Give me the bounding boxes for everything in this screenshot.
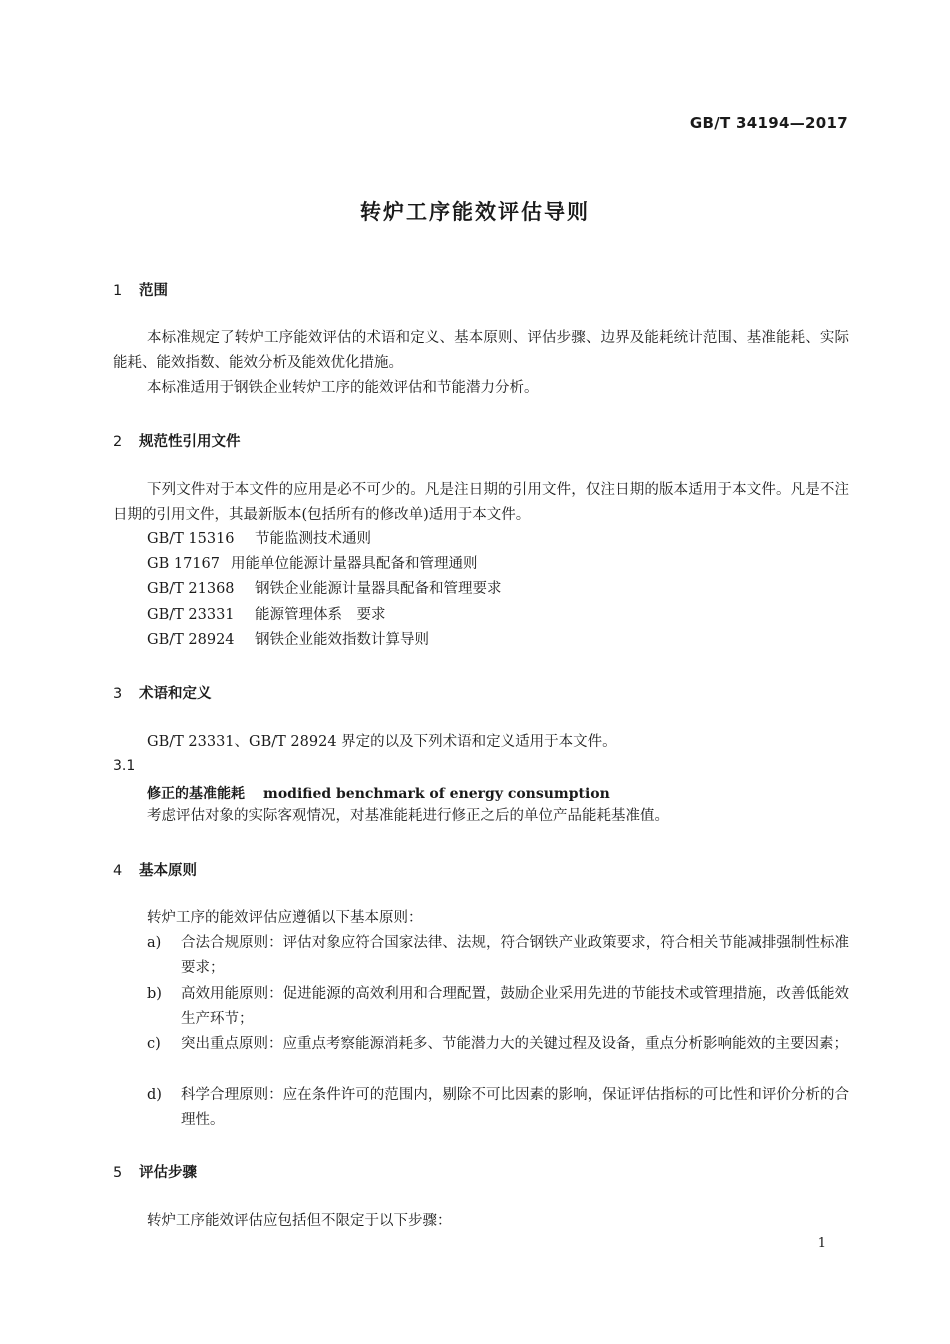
reference-code: GB/T 23331 bbox=[147, 607, 235, 623]
list-item bbox=[147, 1083, 849, 1133]
section-2-paragraph: 下列文件对于本文件的应用是必不可少的。凡是注日期的引用文件，仅注日期的版本适用于本文件。凡是不注日期的引用文件，其最新版本(包括所有的修改单)适用于本文件。 bbox=[113, 482, 849, 523]
section-1-paragraph-2: 本标准适用于钢铁企业转炉工序的能效评估和节能潜力分析。 bbox=[147, 380, 539, 396]
reference-item bbox=[147, 577, 502, 602]
reference-title: 钢铁企业能源计量器具配备和管理要求 bbox=[255, 581, 502, 597]
reference-code: GB/T 15316 bbox=[147, 531, 235, 547]
list-item-label: b) bbox=[147, 986, 162, 1002]
list-item-text: 科学合理原则：应在条件许可的范围内，剔除不可比因素的影响，保证评估指标的可比性和评价分析的合理性。 bbox=[181, 1087, 849, 1128]
reference-item bbox=[147, 552, 478, 577]
reference-code: GB/T 21368 bbox=[147, 581, 235, 597]
reference-title: 钢铁企业能效指数计算导则 bbox=[255, 632, 429, 648]
list-item-text: 高效用能原则：促进能源的高效利用和合理配置，鼓励企业采用先进的节能技术或管理措施，改善低能效生产环节； bbox=[181, 986, 849, 1027]
section-title: 基本原则 bbox=[139, 863, 197, 879]
list-item bbox=[147, 982, 849, 1032]
reference-item bbox=[147, 527, 371, 552]
reference-item bbox=[147, 603, 386, 628]
section-title: 术语和定义 bbox=[139, 686, 212, 702]
section-1-paragraph-1: 本标准规定了转炉工序能效评估的术语和定义、基本原则、评估步骤、边界及能耗统计范围、基准能耗、实际能耗、能效指数、能效分析及能效优化措施。 bbox=[113, 330, 849, 371]
section-4-intro: 转炉工序的能效评估应遵循以下基本原则： bbox=[147, 910, 423, 926]
section-3-heading bbox=[113, 682, 212, 703]
section-1-heading bbox=[113, 279, 168, 300]
reference-code: GB 17167 bbox=[147, 556, 220, 572]
reference-item bbox=[147, 628, 429, 653]
section-4-heading bbox=[113, 859, 197, 880]
reference-title: 节能监测技术通则 bbox=[255, 531, 371, 547]
list-item-label: d) bbox=[147, 1087, 162, 1103]
list-item-label: c) bbox=[147, 1036, 161, 1052]
section-title: 规范性引用文件 bbox=[139, 434, 241, 450]
section-2-heading bbox=[113, 430, 241, 451]
standard-number: GB/T 34194—2017 bbox=[689, 114, 848, 132]
section-title: 范围 bbox=[139, 283, 168, 299]
term-zh: 修正的基准能耗 bbox=[147, 786, 245, 802]
section-5-heading bbox=[113, 1161, 197, 1182]
section-number: 2 bbox=[113, 434, 123, 450]
term-heading bbox=[147, 783, 610, 803]
list-item-label: a) bbox=[147, 935, 162, 951]
section-title: 评估步骤 bbox=[139, 1165, 197, 1181]
section-3-paragraph: GB/T 23331、GB/T 28924 界定的以及下列术语和定义适用于本文件。 bbox=[147, 734, 617, 750]
section-number: 5 bbox=[113, 1165, 123, 1181]
list-item-text: 突出重点原则：应重点考察能源消耗多、节能潜力大的关键过程及设备，重点分析影响能效的主要因素； bbox=[181, 1036, 848, 1052]
section-number: 3 bbox=[113, 686, 123, 702]
section-number: 1 bbox=[113, 283, 123, 299]
term-en: modified benchmark of energy consumption bbox=[263, 786, 610, 802]
section-5-intro: 转炉工序能效评估应包括但不限定于以下步骤： bbox=[147, 1213, 452, 1229]
reference-code: GB/T 28924 bbox=[147, 632, 235, 648]
term-number: 3.1 bbox=[113, 758, 136, 774]
document-title: 转炉工序能效评估导则 bbox=[360, 200, 590, 224]
term-definition: 考虑评估对象的实际客观情况，对基准能耗进行修正之后的单位产品能耗基准值。 bbox=[147, 808, 669, 824]
reference-title: 用能单位能源计量器具配备和管理通则 bbox=[231, 556, 478, 572]
list-item bbox=[147, 1032, 849, 1057]
list-item-text: 合法合规原则：评估对象应符合国家法律、法规，符合钢铁产业政策要求，符合相关节能减排强制性标准要求； bbox=[181, 935, 849, 976]
list-item bbox=[147, 931, 849, 981]
page-number: 1 bbox=[817, 1236, 826, 1251]
reference-title: 能源管理体系 要求 bbox=[255, 607, 386, 623]
section-number: 4 bbox=[113, 863, 123, 879]
